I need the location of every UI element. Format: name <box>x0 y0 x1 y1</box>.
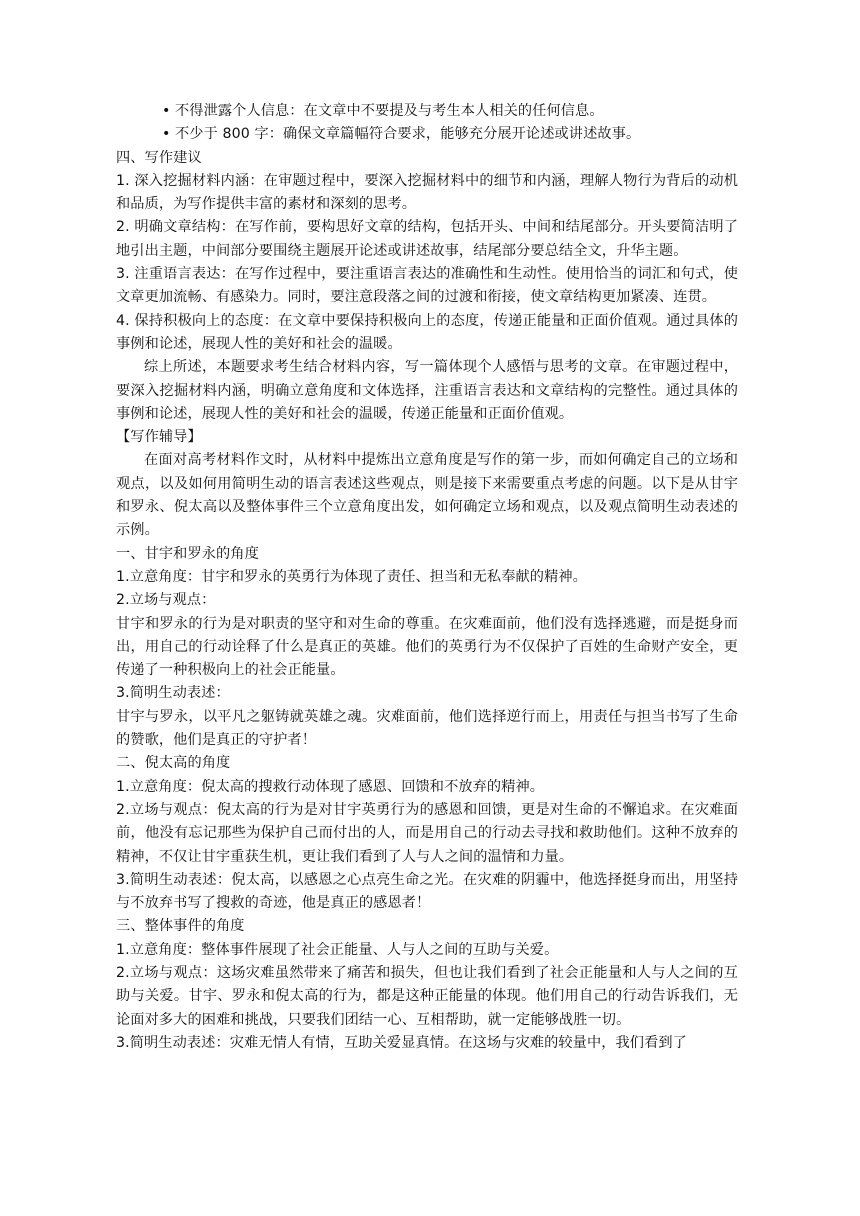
bullet-text: 不少于 800 字：确保文章篇幅符合要求，能够充分展开论述或讲述故事。 <box>175 126 641 143</box>
advice-item: 1. 深入挖掘材料内涵：在审题过程中，要深入挖掘材料中的细节和内涵，理解人物行为背后的动机和品质，为写作提供丰富的素材和深刻的思考。 <box>116 172 738 213</box>
part1-expression: 甘宇与罗永，以平凡之躯铸就英雄之魂。灾难面前，他们选择逆行而上，用责任与担当书写了生命的赞歌，他们是真正的守护者！ <box>116 708 738 749</box>
section-heading-writing-guide: 【写作辅导】 <box>116 429 202 446</box>
advice-item: 3. 注重语言表达：在写作过程中，要注重语言表达的准确性和生动性。使用恰当的词汇和句式，使文章更加流畅、有感染力。同时，要注意段落之间的过渡和衔接，使文章结构更加紧凑、连贯。 <box>116 266 738 306</box>
part2-angle: 1.立意角度：倪太高的搜救行动体现了感恩、回馈和不放弃的精神。 <box>116 778 545 795</box>
part1-stance-label: 2.立场与观点： <box>116 592 216 609</box>
part3-expression: 3.简明生动表述：灾难无情人有情，互助关爱显真情。在这场与灾难的较量中，我们看到了 <box>116 1034 687 1051</box>
part2-stance: 2.立场与观点：倪太高的行为是对甘宇英勇行为的感恩和回馈，更是对生命的不懈追求。在灾难面前，他没有忘记那些为保护自己而付出的人，而是用自己的行动去寻找和救助他们。这种不放弃的精神，不仅让甘宇重获生机，更让我们看到了人与人之间的温情和力量。 <box>116 801 738 865</box>
bullet-text: 不得泄露个人信息：在文章中不要提及与考生本人相关的任何信息。 <box>175 103 604 119</box>
bullet-dot-icon: • <box>162 103 171 119</box>
advice-item: 2. 明确文章结构：在写作前，要构思好文章的结构，包括开头、中间和结尾部分。开头要简洁明了地引出主题，中间部分要围绕主题展开论述或讲述故事，结尾部分要总结全文，升华主题。 <box>116 219 738 259</box>
part3-angle: 1.立意角度：整体事件展现了社会正能量、人与人之间的互助与关爱。 <box>116 941 559 958</box>
advice-item: 4. 保持积极向上的态度：在文章中要保持积极向上的态度，传递正能量和正面价值观。通过具体的事例和论述，展现人性的美好和社会的温暖。 <box>116 312 738 352</box>
part3-heading: 三、整体事件的角度 <box>116 918 245 935</box>
bullet-item <box>116 123 738 146</box>
part1-heading: 一、甘宇和罗永的角度 <box>116 545 259 562</box>
part1-stance: 甘宇和罗永的行为是对职责的坚守和对生命的尊重。在灾难面前，他们没有选择逃避，而是挺身而出，用自己的行动诠释了什么是真正的英雄。他们的英勇行为不仅保护了百姓的生命财产安全，更传递了一种积极向上的社会正能量。 <box>116 615 738 679</box>
bullet-item <box>116 100 738 123</box>
bullet-dot-icon: • <box>162 126 171 143</box>
part1-angle: 1.立意角度：甘宇和罗永的英勇行为体现了责任、担当和无私奉献的精神。 <box>116 568 587 585</box>
summary-paragraph: 综上所述，本题要求考生结合材料内容，写一篇体现个人感悟与思考的文章。在审题过程中，要深入挖掘材料内涵，明确立意角度和文体选择，注重语言表达和文章结构的完整性。通过具体的事例和论述，展现人性的美好和社会的温暖，传递正能量和正面价值观。 <box>116 359 738 422</box>
section-heading-writing-advice: 四、写作建议 <box>116 149 202 166</box>
part2-heading: 二、倪太高的角度 <box>116 755 231 772</box>
guide-intro-paragraph: 在面对高考材料作文时，从材料中提炼出立意角度是写作的第一步，而如何确定自己的立场和观点，以及如何用简明生动的语言表述这些观点，则是接下来需要重点考虑的问题。以下是从甘宇和罗永、倪太高以及整体事件三个立意角度出发，如何确定立场和观点，以及观点简明生动表述的示例。 <box>116 452 738 539</box>
part1-expression-label: 3.简明生动表述： <box>116 685 230 702</box>
document-page <box>116 100 738 1055</box>
part3-stance: 2.立场与观点：这场灾难虽然带来了痛苦和损失，但也让我们看到了社会正能量和人与人之间的互助与关爱。甘宇、罗永和倪太高的行为，都是这种正能量的体现。他们用自己的行动告诉我们，无论面对多大的困难和挑战，只要我们团结一心、互相帮助，就一定能够战胜一切。 <box>116 964 738 1028</box>
part2-expression: 3.简明生动表述：倪太高，以感恩之心点亮生命之光。在灾难的阴霾中，他选择挺身而出，用坚持与不放弃书写了搜救的奇迹，他是真正的感恩者！ <box>116 871 738 912</box>
